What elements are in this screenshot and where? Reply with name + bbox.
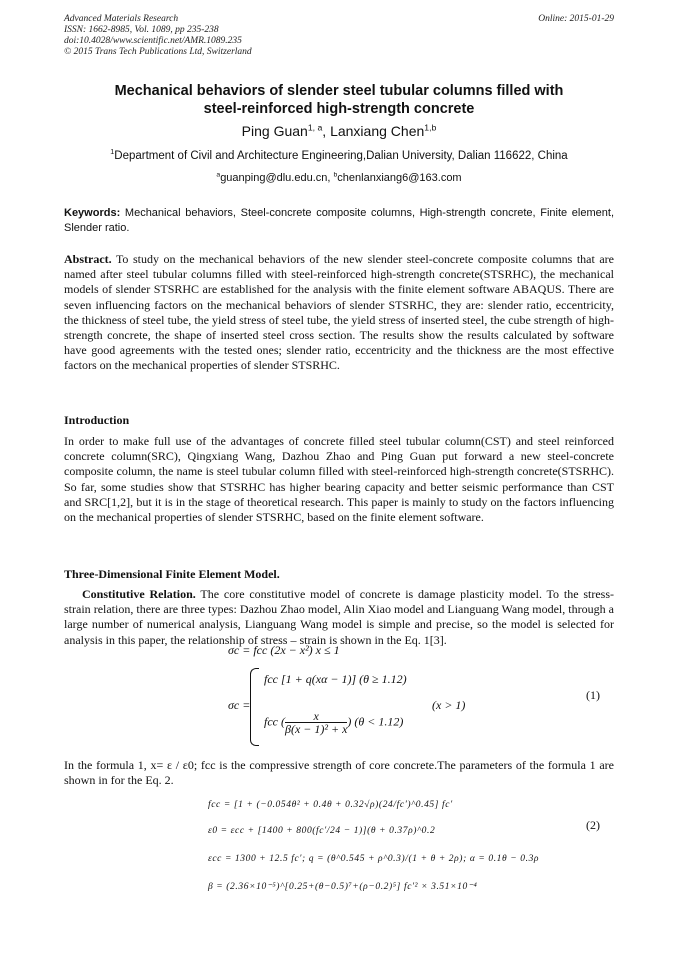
- constitutive-relation-text: The core constitutive model of concrete is damage plasticity model. To the stress-strain relation, there are three types: Dazhou Zhao model, Alin Xiao model and Lianguang Wang model, through a large number of numerical analysis, Lianguang Wang model is simple and precise, so the model is selected for analysis in this paper, the relationship of stress – strain is shown in the Eq. 1[3].: [64, 587, 614, 647]
- abstract-text: To study on the mechanical behaviors of the new slender steel-concrete composite columns that are named after steel tubular columns filled with steel-reinforced high-strength concrete(STSRHC), the mechanical models of slender STSRHC are established for the analysis with the finite element software ABAQUS. There are seven influencing factors on the mechanical behaviors of slender STSRHC, they are: slender ratio, eccentricity, the thickness of steel tube, the yield stress of steel tube, the yield stress of inserted steel, the cube strength of high-strength concrete, the shape of inserted steel cross section. The results show the results calculated by software have good agreements with the tested ones; slender ratio, eccentricity and the thickness are the most effective factors on the mechanical properties of slender STSRHC.: [64, 252, 614, 373]
- equation-2-line-2: ε0 = εcc + [1400 + 800(fc′/24 − 1)](θ + 0.37ρ)^0.2: [208, 826, 436, 836]
- author-affil-sup: 1, a: [307, 122, 323, 133]
- equation-1-condition: (x > 1): [432, 698, 466, 712]
- email-sup: b: [333, 171, 338, 179]
- journal-name: Advanced Materials Research: [64, 14, 179, 24]
- online-date: Online: 2015-01-29: [538, 14, 614, 24]
- equation-1-case-2: [264, 710, 403, 735]
- author-name: Lanxiang Chen: [330, 123, 425, 139]
- publication-info: [64, 14, 252, 58]
- introduction-text: In order to make full use of the advantages of concrete filled steel tubular column(CST) and steel reinforced concrete column(SRC), Qingxiang Wang, Dazhou Zhao and Ping Guan put forward a new steel-concrete composite column, the name is steel tubular column filled with steel-reinforced high-strength concrete(STSRHC). So far, some studies show that STSRHC has higher bearing capacity and better seismic performance than CST and SRC[1,2], but it is in the stage of theoretical research. This paper is mainly to study on the factors influencing on the mechanical properties of slender STSRHC, based on the finite element software.: [64, 434, 614, 525]
- equation-1-lhs: σc =: [228, 698, 251, 712]
- author-list: Ping Guan$^{1, a}$, Lanxiang Chen$^{1,b}$: [241, 122, 437, 139]
- author-name: Ping Guan: [241, 123, 308, 139]
- affiliation-sup: 1: [110, 148, 115, 157]
- doi[interactable]: doi:10.4028/www.scientific.net/AMR.1089.235: [64, 36, 242, 46]
- issn: ISSN: 1662-8985, Vol. 1089, pp 235-238: [64, 25, 219, 35]
- equation-2-number: (2): [586, 818, 600, 832]
- keywords: [64, 206, 614, 236]
- abstract: [64, 252, 614, 374]
- copyright: © 2015 Trans Tech Publications Ltd, Switzerland: [64, 47, 252, 57]
- email-link[interactable]: guanping@dlu.edu.cn,: [220, 172, 334, 184]
- title-line-2: steel-reinforced high-strength concrete: [203, 101, 475, 117]
- fraction-numerator: x: [285, 710, 347, 723]
- author-emails: [64, 172, 614, 184]
- equation-1-case-1: fcc [1 + q(xα − 1)] (θ ≥ 1.12): [264, 672, 407, 686]
- fraction-denominator: β(x − 1)² + x: [284, 722, 348, 736]
- keywords-text: Mechanical behaviors, Steel-concrete composite columns, High-strength concrete, Finite element, Slender ratio.: [64, 207, 614, 234]
- email-link[interactable]: chenlanxiang6@163.com: [337, 172, 462, 184]
- paper-title: [64, 82, 614, 118]
- equation-1-line-1: σc = fcc (2x − x²) x ≤ 1: [228, 643, 340, 657]
- case-2-suffix: ) (θ < 1.12): [347, 714, 404, 729]
- abstract-label: Abstract.: [64, 252, 112, 266]
- equation-1-number: (1): [586, 688, 600, 702]
- constitutive-relation-paragraph: [64, 587, 614, 648]
- email-sup: a: [216, 171, 221, 179]
- author-affil-sup: 1,b: [424, 122, 437, 133]
- equation-2-line-3: εcc = 1300 + 12.5 fc′; q = (θ^0.545 + ρ^0.3)/(1 + θ + 2ρ); α = 0.1θ − 0.3ρ: [208, 854, 540, 864]
- equation-2-line-4: β = (2.36×10⁻⁵)^[0.25+(θ−0.5)⁷+(ρ−0.2)⁵] fc′² × 3.51×10⁻⁴: [208, 882, 478, 892]
- after-equation-1-text: In the formula 1, x= ε / ε0; fcc is the compressive strength of core concrete.The parameters of the formula 1 are shown in for the Eq. 2.: [64, 758, 614, 788]
- subsection-label: Constitutive Relation.: [82, 587, 196, 601]
- case-2-fraction: [285, 710, 347, 735]
- title-line-1: Mechanical behaviors of slender steel tubular columns filled with: [114, 83, 564, 99]
- affiliation-text: Department of Civil and Architecture Engineering,Dalian University, Dalian 116622, China: [114, 150, 568, 162]
- equation-1-brace: [250, 668, 259, 746]
- section-heading-introduction: Introduction: [64, 413, 130, 427]
- equation-2-line-1: fcc = [1 + (−0.054θ² + 0.4θ + 0.32√ρ)(24/fc′)^0.45] fc′: [208, 800, 453, 810]
- section-heading-fem: Three-Dimensional Finite Element Model.: [64, 567, 280, 581]
- case-2-prefix: fcc (: [264, 714, 285, 729]
- keywords-label: Keywords:: [64, 207, 121, 219]
- affiliation: [64, 150, 614, 162]
